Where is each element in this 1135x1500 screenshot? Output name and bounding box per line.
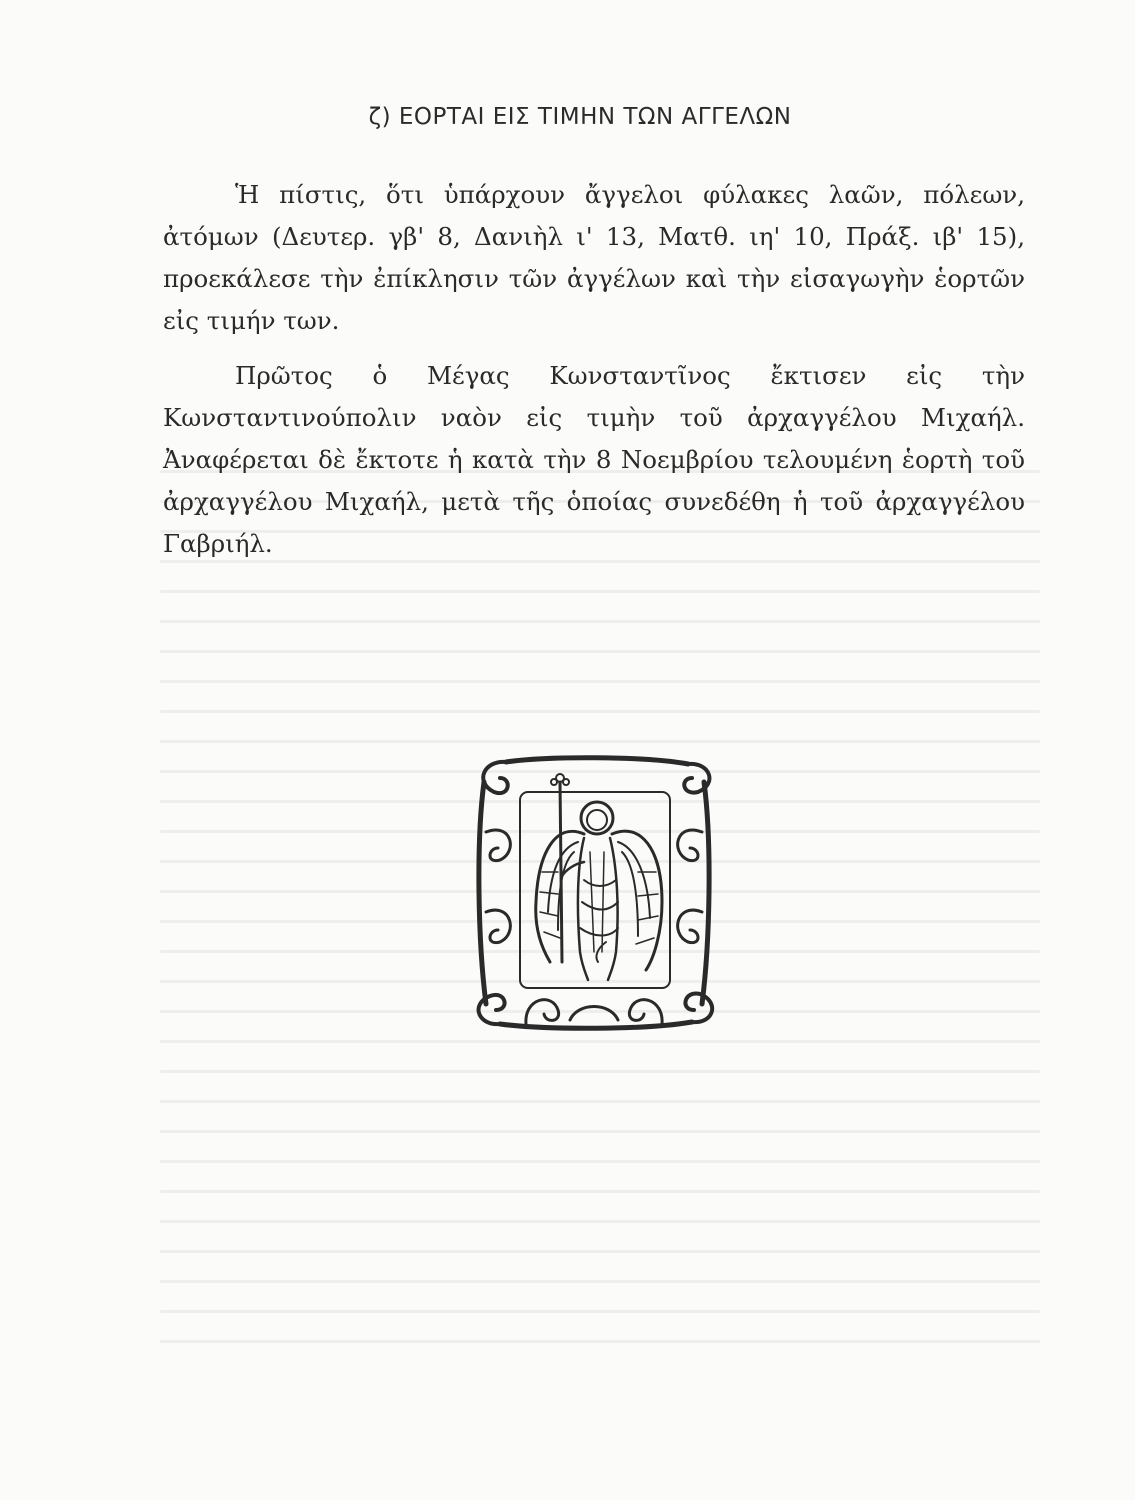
paragraph-2: Πρῶτος ὁ Μέγας Κωνσταντῖνος ἔκτισεν εἰς τὴν Κωνσταντινούπολιν ναὸν εἰς τιμὴν τοῦ ἀρχαγγέλου Μιχαήλ. Ἀναφέρεται δὲ ἔκτοτε ἡ κατὰ τὴν 8 Νοεμβρίου τελουμένη ἑορτὴ τοῦ ἀρχαγγέλου Μιχαήλ, μετὰ τῆς ὁποίας συνεδέθη ἡ τοῦ ἀρχαγγέλου Γαβριήλ.: [163, 361, 1025, 558]
archangel-vignette-icon: [466, 752, 722, 1034]
section-heading: ζ) ΕΟΡΤΑΙ ΕΙΣ ΤΙΜΗΝ ΤΩΝ ΑΓΓΕΛΩΝ: [368, 104, 792, 130]
paragraph-1: Ἡ πίστις, ὅτι ὑπάρχουν ἄγγελοι φύλακες λαῶν, πόλεων, ἀτόμων (Δευτερ. γβ' 8, Δανιὴλ ι' 13, Ματθ. ιη' 10, Πράξ. ιβ' 15), προεκάλεσε τὴν ἐπίκλησιν τῶν ἀγγέλων καὶ τὴν εἰσαγωγὴν ἑορτῶν εἰς τιμήν των.: [163, 180, 1025, 335]
body-text: [163, 174, 1025, 578]
